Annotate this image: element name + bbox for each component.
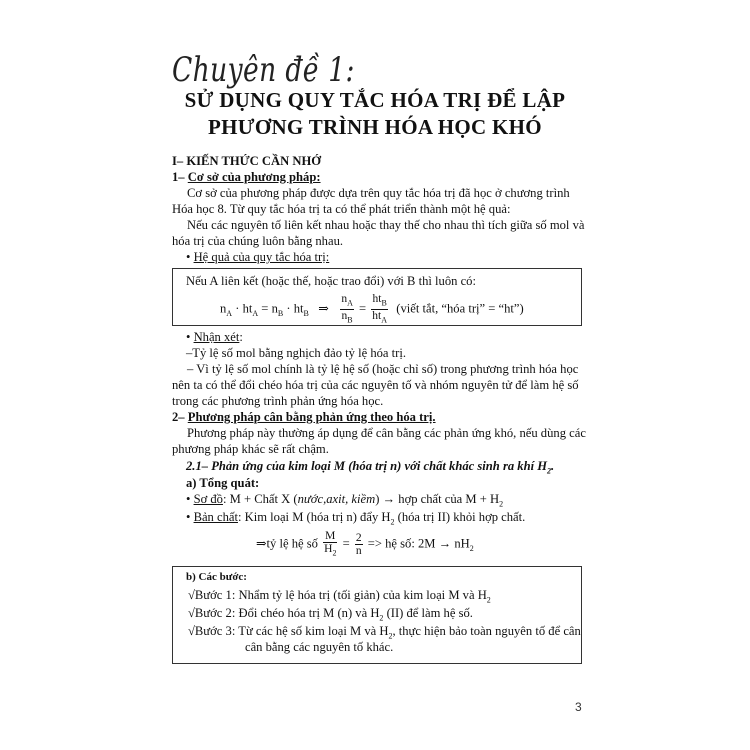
- step-2: √Bước 2: Đổi chéo hóa trị M (n) và $H_2$ (II) để làm hệ số.: [188, 606, 473, 623]
- remark-2-line-1: – Vì tỷ lệ số mol chính là tỷ lệ hệ số (hoặc chỉ số) trong phương trình hóa học: [187, 362, 579, 376]
- page-number: 3: [575, 700, 582, 714]
- paragraph-2-line-1: Nếu các nguyên tố liên kết nhau hoặc thay thế cho nhau thì tích giữa số mol và: [187, 218, 585, 232]
- step-1: √Bước 1: Nhẩm tỷ lệ hóa trị (tối giản) của kim loại M và $H_2$: [188, 588, 491, 605]
- bullet-he-qua: • Hệ quả của quy tắc hóa trị:: [186, 250, 330, 264]
- subsection-1-heading: 1– Cơ sở của phương pháp:: [172, 170, 321, 184]
- paragraph-3-line-1: Phương pháp này thường áp dụng để cân bằng các phản ứng khó, nếu dùng các: [187, 426, 586, 440]
- remark-1: –Tỷ lệ số mol bằng nghịch đảo tỷ lệ hóa trị.: [186, 346, 406, 360]
- title-line-1: SỬ DỤNG QUY TẮC HÓA TRỊ ĐỂ LẬP: [184, 88, 566, 112]
- paragraph-1-line-2: Hóa học 8. Từ quy tắc hóa trị ta có thể phát triển thành một hệ quả:: [172, 202, 511, 216]
- remark-2-line-3: trong các phương trình phản ứng hóa học.: [172, 394, 384, 408]
- fraction-htB-htA: $\frac{ht_B}{ht_A}$: [372, 293, 387, 325]
- topic-heading: Chuyên đề 1:: [172, 50, 355, 90]
- paragraph-2-line-2: hóa trị của chúng luôn bằng nhau.: [172, 234, 344, 248]
- formula-box-line-1: Nếu A liên kết (hoặc thế, hoặc trao đổi) với B thì luôn có:: [186, 274, 476, 288]
- scheme-line: • Sơ đồ: M + Chất X (nước,axit, kiềm) → hợp chất của $M + H_2$: [186, 492, 504, 509]
- fraction-nA-nB: $\frac{n_A}{n_B}$: [341, 293, 353, 325]
- valence-formula: $n_A \cdot ht_A = n_B \cdot ht_B$ ⇒ $\frac{n_A}{n_B}$ = $\frac{ht_B}{ht_A}$ (viết tắt, “hóa trị” = “ht”): [220, 293, 524, 325]
- subsection-2-1-heading: 2.1– Phản ứng của kim loại M (hóa trị n) với chất khác sinh ra khí $H_2$.: [186, 459, 555, 476]
- remark-2-line-2: nên ta có thể đổi chéo hóa trị của các nguyên tố và nhóm nguyên tử để làm hệ số: [172, 378, 579, 392]
- general-heading: a) Tổng quát:: [186, 476, 260, 490]
- paragraph-1-line-1: Cơ sở của phương pháp được dựa trên quy tắc hóa trị đã học ở chương trình: [187, 186, 570, 200]
- nature-line: • Bản chất: Kim loại M (hóa trị n) đẩy $H_2$ (hóa trị II) khỏi hợp chất.: [186, 510, 526, 527]
- fraction-M-H2: $\frac{M}{H_2}$: [324, 530, 337, 558]
- steps-heading: b) Các bước:: [186, 571, 247, 583]
- fraction-2-n: $\frac{2}{n}$: [355, 532, 362, 558]
- title-line-2: PHƯƠNG TRÌNH HÓA HỌC KHÓ: [208, 115, 542, 139]
- section-1-heading: I– KIẾN THỨC CẦN NHỚ: [172, 154, 322, 168]
- paragraph-3-line-2: phương pháp khác sẽ rất chậm.: [172, 442, 329, 456]
- step-3-line-2: cân bằng các nguyên tố khác.: [245, 640, 394, 654]
- step-3-line-1: √Bước 3: Từ các hệ số kim loại M và $H_2$, thực hiện bảo toàn nguyên tố để cân: [188, 624, 581, 641]
- bullet-nhan-xet: • Nhận xét:: [186, 330, 243, 344]
- coefficient-ratio: ⇒tỷ lệ hệ số $\frac{M}{H_2}$ = $\frac{2}{n}$ => hệ số: $2M \to nH_2$: [256, 530, 474, 558]
- subsection-2-heading: 2– Phương pháp cân bằng phản ứng theo hóa trị.: [172, 410, 436, 424]
